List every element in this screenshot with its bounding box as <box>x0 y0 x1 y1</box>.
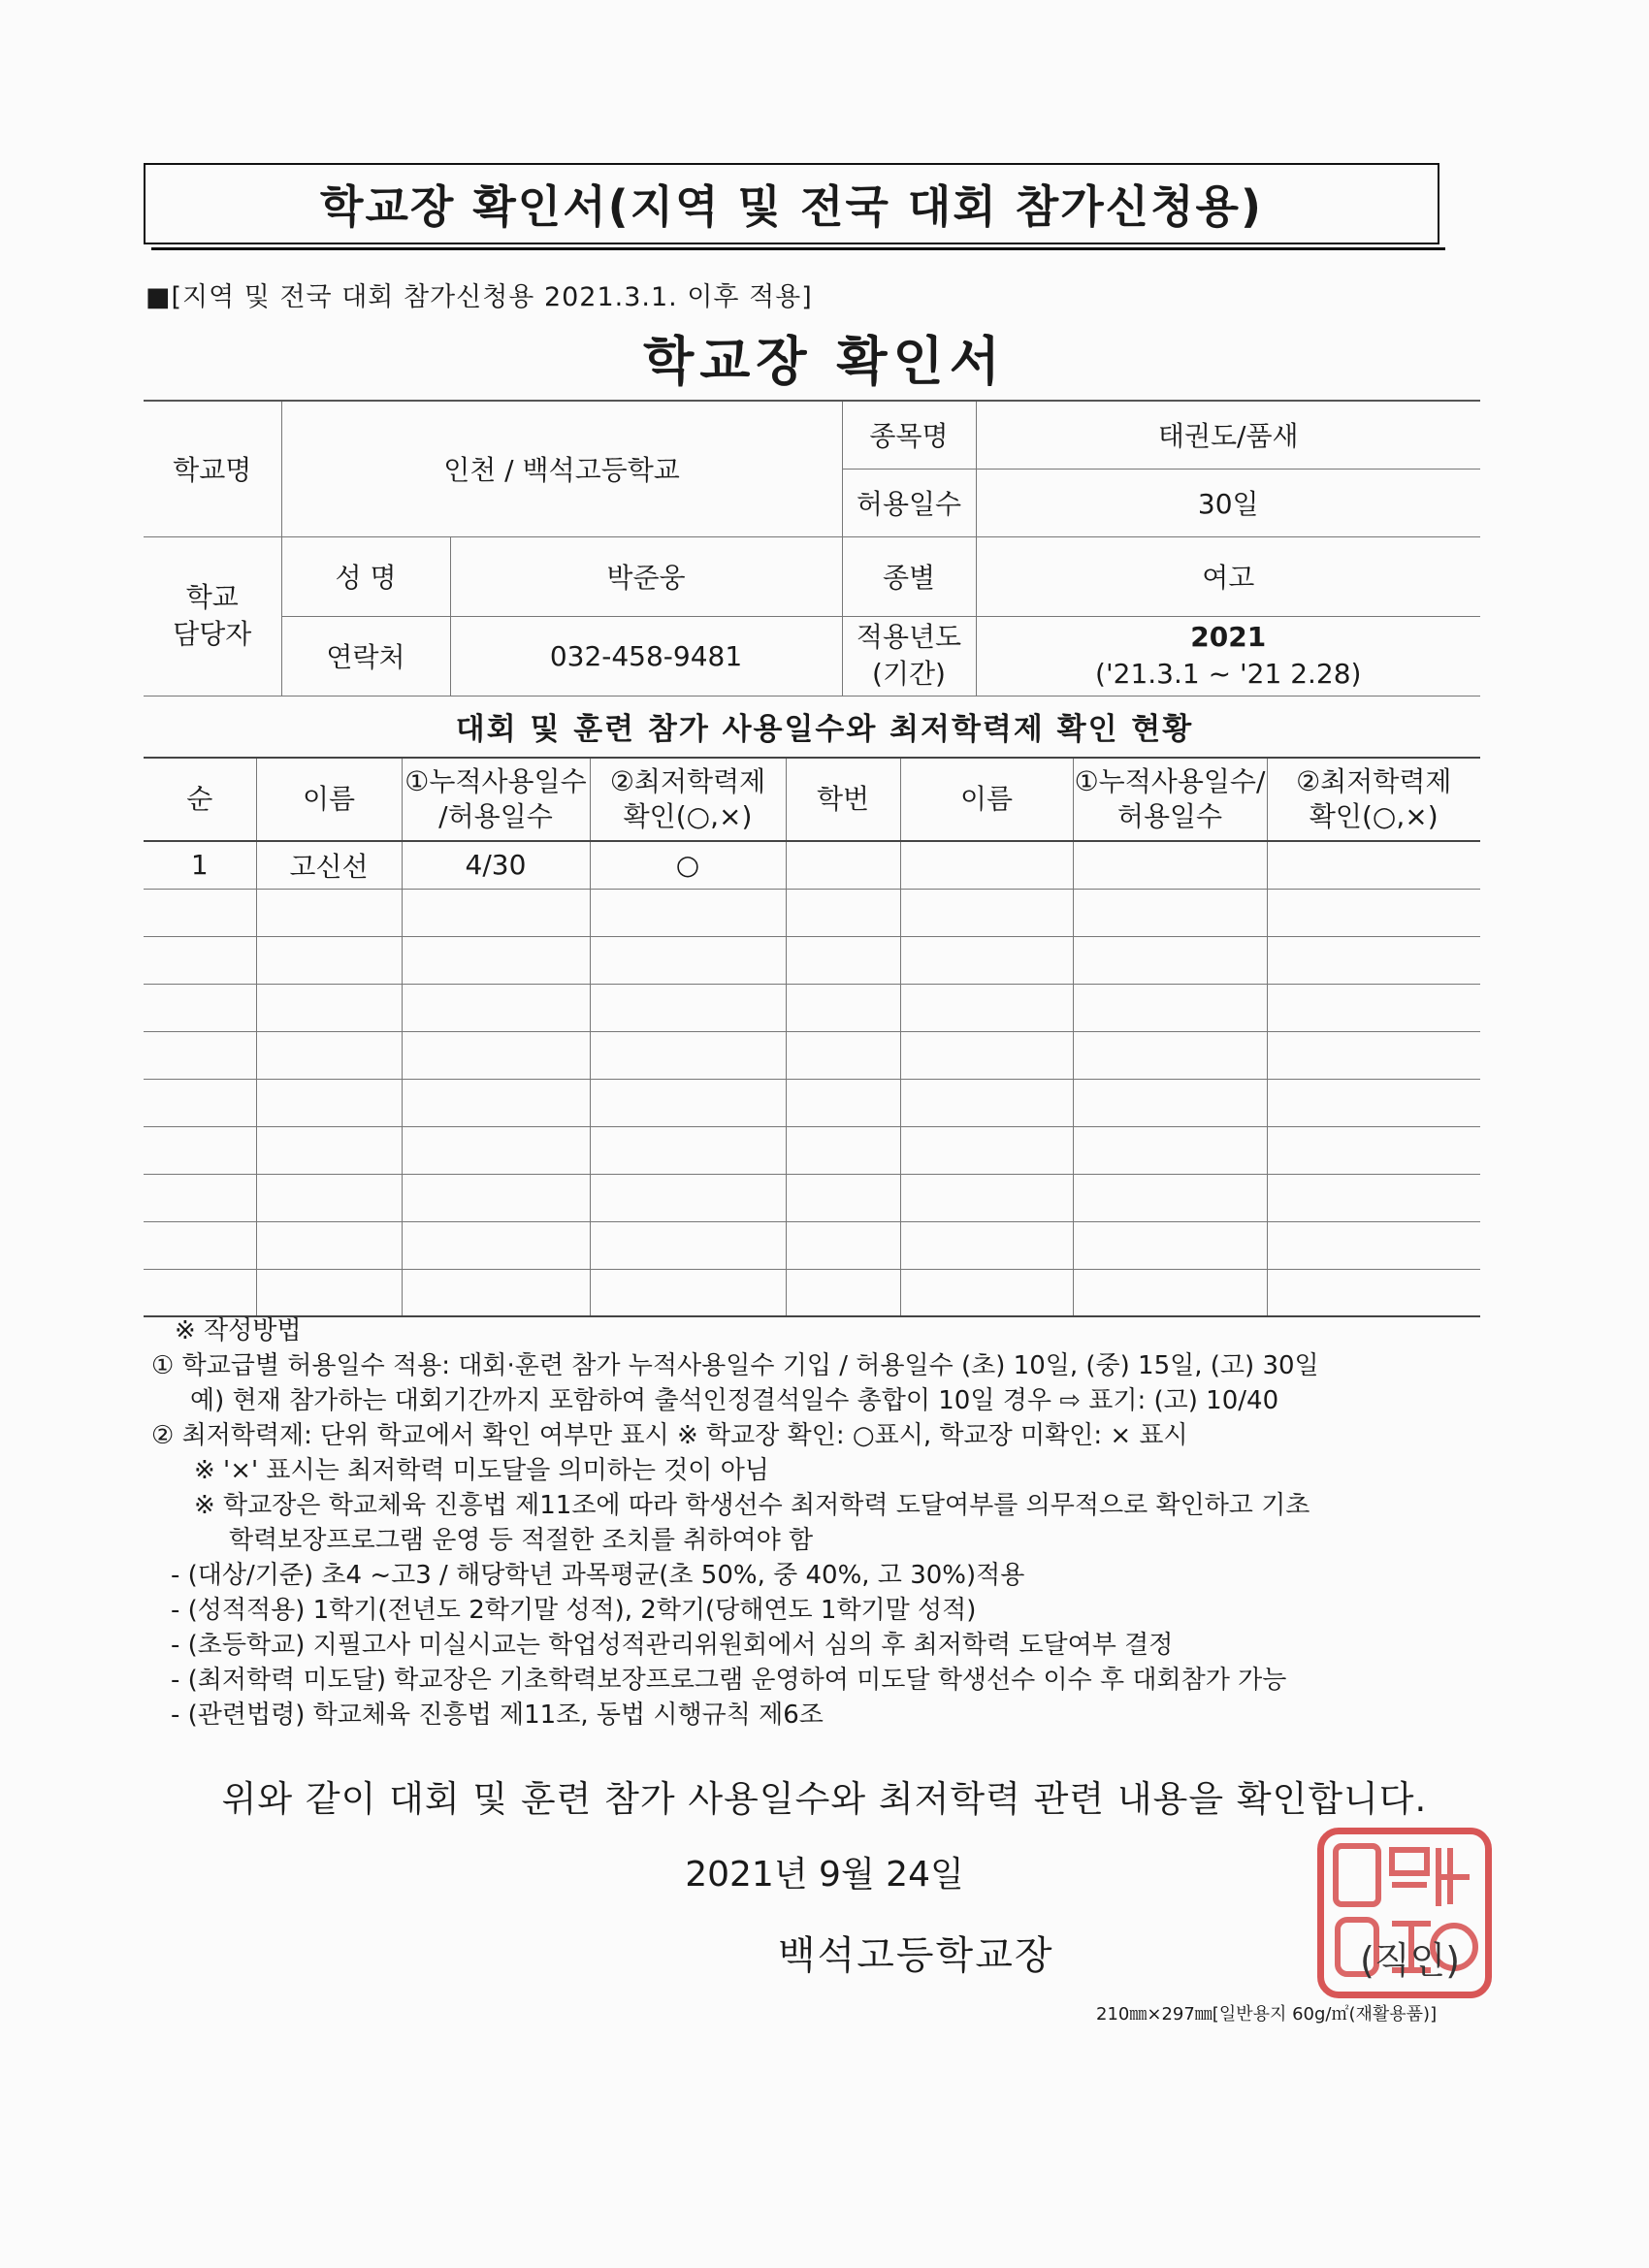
cell-name <box>256 984 402 1031</box>
cell-days2 <box>1073 984 1267 1031</box>
cell-check2 <box>1267 1079 1480 1126</box>
cell-days <box>402 936 590 984</box>
cell-name2 <box>900 1269 1073 1316</box>
allowed-days-value: 30일 <box>976 469 1480 536</box>
col-check <box>590 758 786 841</box>
cell-days <box>402 1269 590 1316</box>
cell-student-no <box>786 889 900 936</box>
instruction-line: ② 최저학력제: 단위 학교에서 확인 여부만 표시 ※ 학교장 확인: ○표시, 학교장 미확인: × 표시 <box>151 1421 1188 1450</box>
cell-check2 <box>1267 1221 1480 1269</box>
cell-check <box>590 936 786 984</box>
cell-name: 고신선 <box>256 841 402 889</box>
cell-name2 <box>900 936 1073 984</box>
cell-days <box>402 1221 590 1269</box>
year-label-line1: 적용년도 <box>856 621 962 653</box>
principal-signature: 백석고등학교장 <box>778 1933 1054 1978</box>
cell-no <box>144 1174 256 1221</box>
applies-note: ■[지역 및 전국 대회 참가신청용 2021.3.1. 이후 적용] <box>146 282 813 312</box>
instruction-line: 학력보장프로그램 운영 등 적절한 조치를 취하여야 함 <box>229 1526 814 1555</box>
col-check-line2: 확인(○,×) <box>623 800 753 832</box>
school-value: 인천 / 백석고등학교 <box>281 401 842 536</box>
cell-student-no <box>786 1126 900 1174</box>
cell-days2 <box>1073 841 1267 889</box>
col-check-line1: ②최저학력제 <box>609 765 766 797</box>
info-table <box>144 400 1480 697</box>
cell-check <box>590 1221 786 1269</box>
paper-spec: 210㎜×297㎜[일반용지 60g/㎡(재활용품)] <box>1096 2004 1438 2025</box>
col-check2-line1: ②최저학력제 <box>1296 765 1452 797</box>
col-check2-line2: 확인(○,×) <box>1309 800 1439 832</box>
cell-name <box>256 1079 402 1126</box>
instruction-line: 예) 현재 참가하는 대회기간까지 포함하여 출석인정결석일수 총합이 10일 경우 ⇨ 표기: (고) 10/40 <box>190 1386 1279 1415</box>
cell-student-no <box>786 1079 900 1126</box>
col-days-line1: ①누적사용일수 <box>404 765 587 797</box>
table-row <box>144 1126 1480 1174</box>
instruction-line: - (최저학력 미도달) 학교장은 기초학력보장프로그램 운영하여 미도달 학생선수 이수 후 대회참가 가능 <box>171 1666 1287 1695</box>
col-name2: 이름 <box>900 758 1073 841</box>
name-label: 성 명 <box>281 536 450 616</box>
sport-label: 종목명 <box>842 401 976 469</box>
type-value: 여고 <box>976 536 1480 616</box>
cell-check2 <box>1267 1269 1480 1316</box>
instruction-line: ※ 작성방법 <box>175 1316 302 1345</box>
cell-days <box>402 984 590 1031</box>
cell-name <box>256 936 402 984</box>
cell-check <box>590 889 786 936</box>
cell-student-no <box>786 984 900 1031</box>
header-title: 학교장 확인서(지역 및 전국 대회 참가신청용) <box>320 180 1263 233</box>
allowed-days-label: 허용일수 <box>842 469 976 536</box>
cell-days2 <box>1073 1031 1267 1079</box>
cell-check <box>590 984 786 1031</box>
col-student-no: 학번 <box>786 758 900 841</box>
confirmation-text: 위와 같이 대회 및 훈련 참가 사용일수와 최저학력 관련 내용을 확인합니다. <box>221 1778 1428 1820</box>
col-days2-line2: 허용일수 <box>1116 800 1223 832</box>
year-label <box>842 616 976 696</box>
seal-label: (직인) <box>1360 1939 1461 1982</box>
table-row <box>144 1031 1480 1079</box>
cell-name <box>256 1221 402 1269</box>
name-value: 박준웅 <box>450 536 842 616</box>
table-row <box>144 889 1480 936</box>
sport-value: 태권도/품새 <box>976 401 1480 469</box>
cell-check2 <box>1267 889 1480 936</box>
period-value: ('21.3.1 ~ '21 2.28) <box>1095 658 1362 690</box>
cell-check <box>590 1269 786 1316</box>
cell-name2 <box>900 1221 1073 1269</box>
cell-check <box>590 1126 786 1174</box>
col-days2 <box>1073 758 1267 841</box>
cell-student-no <box>786 1221 900 1269</box>
cell-name <box>256 1269 402 1316</box>
cell-check <box>590 1174 786 1221</box>
cell-no: 1 <box>144 841 256 889</box>
writing-instructions <box>151 1313 1319 1733</box>
instruction-line: ※ 학교장은 학교체육 진흥법 제11조에 따라 학생선수 최저학력 도달여부를 의무적으로 확인하고 기초 <box>194 1491 1310 1520</box>
table-row <box>144 1174 1480 1221</box>
cell-days <box>402 1126 590 1174</box>
contact-label: 연락처 <box>281 616 450 696</box>
cell-days: 4/30 <box>402 841 590 889</box>
cell-check <box>590 1031 786 1079</box>
cell-no <box>144 1031 256 1079</box>
col-check2 <box>1267 758 1480 841</box>
header-title-box <box>144 163 1439 244</box>
cell-days2 <box>1073 1126 1267 1174</box>
cell-days <box>402 1031 590 1079</box>
table-row <box>144 1269 1480 1316</box>
col-days-line2: /허용일수 <box>438 800 553 832</box>
section-title: 대회 및 훈련 참가 사용일수와 최저학력제 확인 현황 <box>455 712 1194 747</box>
cell-check2 <box>1267 936 1480 984</box>
year-label-line2: (기간) <box>872 658 946 690</box>
cell-days <box>402 889 590 936</box>
cell-no <box>144 1079 256 1126</box>
cell-check2 <box>1267 1031 1480 1079</box>
cell-no <box>144 889 256 936</box>
instruction-line: - (대상/기준) 초4 ~고3 / 해당학년 과목평균(초 50%, 중 40%, 고 30%)적용 <box>171 1561 1025 1590</box>
instruction-line: - (성적적용) 1학기(전년도 2학기말 성적), 2학기(당해연도 1학기말 성적) <box>171 1596 977 1625</box>
cell-name <box>256 889 402 936</box>
cell-name2 <box>900 1031 1073 1079</box>
col-no: 순 <box>144 758 256 841</box>
main-title: 학교장 확인서 <box>643 331 1006 392</box>
cell-no <box>144 1126 256 1174</box>
cell-student-no <box>786 1269 900 1316</box>
col-days <box>402 758 590 841</box>
table-row <box>144 1221 1480 1269</box>
contact-value: 032-458-9481 <box>450 616 842 696</box>
cell-days2 <box>1073 1269 1267 1316</box>
cell-student-no <box>786 1174 900 1221</box>
cell-check <box>590 1079 786 1126</box>
cell-student-no <box>786 936 900 984</box>
instruction-line: - (관련법령) 학교체육 진흥법 제11조, 동법 시행규칙 제6조 <box>171 1701 824 1730</box>
table-row <box>144 984 1480 1031</box>
cell-name2 <box>900 984 1073 1031</box>
cell-name <box>256 1126 402 1174</box>
cell-check2 <box>1267 841 1480 889</box>
cell-days2 <box>1073 1221 1267 1269</box>
cell-no <box>144 1269 256 1316</box>
col-name: 이름 <box>256 758 402 841</box>
instruction-line: - (초등학교) 지필고사 미실시교는 학업성적관리위원회에서 심의 후 최저학력 도달여부 결정 <box>171 1631 1174 1660</box>
cell-name2 <box>900 1126 1073 1174</box>
col-days2-line1: ①누적사용일수/ <box>1074 765 1266 797</box>
cell-days <box>402 1079 590 1126</box>
cell-no <box>144 984 256 1031</box>
cell-name <box>256 1031 402 1079</box>
cell-student-no <box>786 1031 900 1079</box>
manager-label: 학교 담당자 <box>144 536 281 696</box>
issue-date: 2021년 9월 24일 <box>685 1855 964 1895</box>
cell-name2 <box>900 841 1073 889</box>
student-table-header <box>144 758 1480 841</box>
instruction-line: ① 학교급별 허용일수 적용: 대회·훈련 참가 누적사용일수 기입 / 허용일수 (초) 10일, (중) 15일, (고) 30일 <box>151 1351 1319 1380</box>
year-value: 2021 <box>1190 621 1267 653</box>
table-row <box>144 1079 1480 1126</box>
instruction-line: ※ '×' 표시는 최저학력 미도달을 의미하는 것이 아님 <box>194 1456 769 1485</box>
cell-check: ○ <box>590 841 786 889</box>
cell-name2 <box>900 1174 1073 1221</box>
cell-student-no <box>786 841 900 889</box>
cell-no <box>144 936 256 984</box>
school-label: 학교명 <box>144 401 281 536</box>
table-row <box>144 936 1480 984</box>
year-value-cell <box>976 616 1480 696</box>
cell-days <box>402 1174 590 1221</box>
cell-days2 <box>1073 889 1267 936</box>
cell-check2 <box>1267 1126 1480 1174</box>
cell-name2 <box>900 1079 1073 1126</box>
cell-days2 <box>1073 1174 1267 1221</box>
cell-days2 <box>1073 936 1267 984</box>
cell-no <box>144 1221 256 1269</box>
cell-days2 <box>1073 1079 1267 1126</box>
cell-name <box>256 1174 402 1221</box>
cell-name2 <box>900 889 1073 936</box>
cell-check2 <box>1267 984 1480 1031</box>
cell-check2 <box>1267 1174 1480 1221</box>
student-table <box>144 757 1480 1317</box>
table-row <box>144 841 1480 889</box>
type-label: 종별 <box>842 536 976 616</box>
